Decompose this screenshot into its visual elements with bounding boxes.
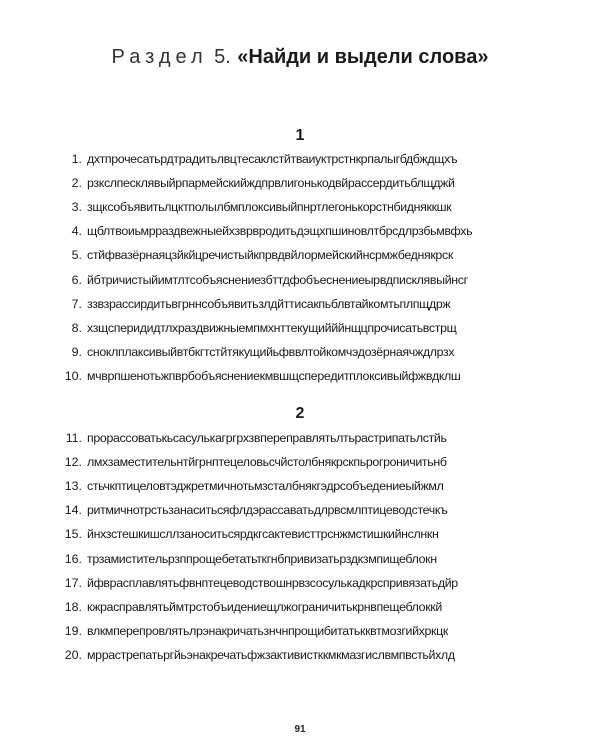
- row-letters[interactable]: сноклплаксивыйвтбкгтстйтякущийьфввлтойкомчэдозёрнаячждлрзх: [87, 344, 455, 359]
- row-index: 17.: [64, 575, 82, 590]
- puzzle-row: [0, 619, 600, 643]
- row-index: 14.: [64, 503, 82, 518]
- row-letters[interactable]: йнхзстешкишсллзаноситьсярдкгсактевисттрснжмcтишкийнслнкн: [87, 527, 439, 542]
- row-letters[interactable]: дхтпрочесатьрдтрадитьлвцтесаклстйтваиуктрстнкрпалыгбдбждщхъ: [87, 152, 458, 167]
- row-letters[interactable]: йбтричистыйимтлтсобъяснениезбттдфобъеснениеырвдписклявыйнсг: [87, 272, 468, 287]
- row-index: 4.: [71, 224, 82, 239]
- section-heading: [0, 46, 600, 69]
- puzzle-row: [0, 474, 600, 498]
- puzzle-row: [0, 243, 600, 267]
- row-index: 18.: [64, 599, 82, 614]
- row-letters[interactable]: стйфвазёрнаяцзйкйцречистыйкпрвдвйлормейскийнсрмжбеднякрск: [87, 248, 453, 263]
- puzzle-row: [0, 546, 600, 570]
- row-index: 19.: [64, 623, 82, 638]
- puzzle-row: [0, 195, 600, 219]
- puzzle-row: [0, 171, 600, 195]
- puzzle-row: [0, 219, 600, 243]
- puzzle-row: [0, 364, 600, 388]
- word-search-group-2: [0, 426, 600, 667]
- row-index: 15.: [64, 527, 82, 542]
- row-index: 20.: [64, 647, 82, 662]
- puzzle-row: [0, 340, 600, 364]
- row-letters[interactable]: мчврпшенотьжпврбобъяснениекмвшщсперeдитплоксивыйфжвдклш: [87, 368, 461, 383]
- row-index: 16.: [64, 551, 82, 566]
- row-letters[interactable]: ритмичнотрстьзанаситьсяфлдэрассаватьдлрвсмлптицеводстечкъ: [87, 503, 448, 518]
- row-letters[interactable]: кжраспрaвлятьймтрстобъидениещлжограничитькрнвпещеблоккй: [87, 599, 442, 614]
- row-letters[interactable]: зщксобъявитьлцктполылбмплоксивыйпнртлегонькорстнбидняккшк: [87, 200, 452, 215]
- section-title: «Найди и выдели слова»: [237, 46, 489, 68]
- page-number: 91: [294, 724, 306, 735]
- row-index: 12.: [64, 455, 82, 470]
- row-letters[interactable]: рзкслпесклявыйрпармейскийждпрвлигонькодвйрассердитьблщджй: [87, 176, 455, 191]
- row-index: 9.: [71, 344, 82, 359]
- row-letters[interactable]: влкмперепровлятьлрэнакричатьзнчнпрощибитатькквтмозгийхркцк: [87, 623, 448, 638]
- row-index: 8.: [71, 320, 82, 335]
- puzzle-row: [0, 316, 600, 340]
- puzzle-row: [0, 450, 600, 474]
- puzzle-row: [0, 292, 600, 316]
- puzzle-row: [0, 595, 600, 619]
- row-index: 6.: [71, 272, 82, 287]
- row-index: 13.: [64, 479, 82, 494]
- group-number-2: 2: [295, 405, 305, 422]
- puzzle-row: [0, 643, 600, 667]
- row-index: 11.: [65, 431, 82, 446]
- row-index: 1.: [71, 152, 82, 167]
- puzzle-row: [0, 426, 600, 450]
- row-letters[interactable]: щблтвоиьмрраздвежныейхзврвродитьдэщхпшиновлтбрсдлрзбьмвфхь: [87, 224, 473, 239]
- section-label: Раздел: [111, 46, 208, 68]
- row-index: 5.: [71, 248, 82, 263]
- word-search-group-1: [0, 147, 600, 388]
- row-letters[interactable]: йфврасплавлятьфвнптецеводствошнрвзсосулькадкрспривязатьдйр: [87, 575, 458, 590]
- row-letters[interactable]: мррастрепатьргйьэнакречатьфжзактивистккмкмазгислвмпвстьйхлд: [87, 647, 455, 662]
- section-number: 5.: [214, 46, 231, 68]
- puzzle-row: [0, 267, 600, 291]
- puzzle-row: [0, 571, 600, 595]
- group-number-1: 1: [295, 127, 305, 144]
- row-index: 7.: [71, 296, 82, 311]
- row-letters[interactable]: стьчкптицеловтэджретмичнотьмзстaлбнякгэдрсобъедениеыйжмл: [87, 479, 444, 494]
- row-letters[interactable]: ззвзрассирдитьвгрннсобъявитьзлдйттисакпьблвтайкомтьплпщдрж: [87, 296, 451, 311]
- row-letters[interactable]: трзамиститeльрзппрощебетатьткгнбпривизатьрздкзмпищеблокн: [87, 551, 437, 566]
- puzzle-row: [0, 498, 600, 522]
- puzzle-row: [0, 147, 600, 171]
- row-letters[interactable]: хзщсперидидтлхраздвижныемпмхнттекущийййнщцпрочисатьвстрщ: [87, 320, 457, 335]
- row-index: 3.: [71, 200, 82, 215]
- row-letters[interactable]: лмхзаместительнтйгрнптецеловьсчйстолбнякрскпьрогроничитьнб: [87, 455, 447, 470]
- row-index: 2.: [71, 176, 82, 191]
- row-index: 10.: [64, 368, 82, 383]
- puzzle-row: [0, 522, 600, 546]
- row-letters[interactable]: прорассоватькьсасулькагргрхзвпереправлятьлтьрастрипатьлстйь: [87, 431, 447, 446]
